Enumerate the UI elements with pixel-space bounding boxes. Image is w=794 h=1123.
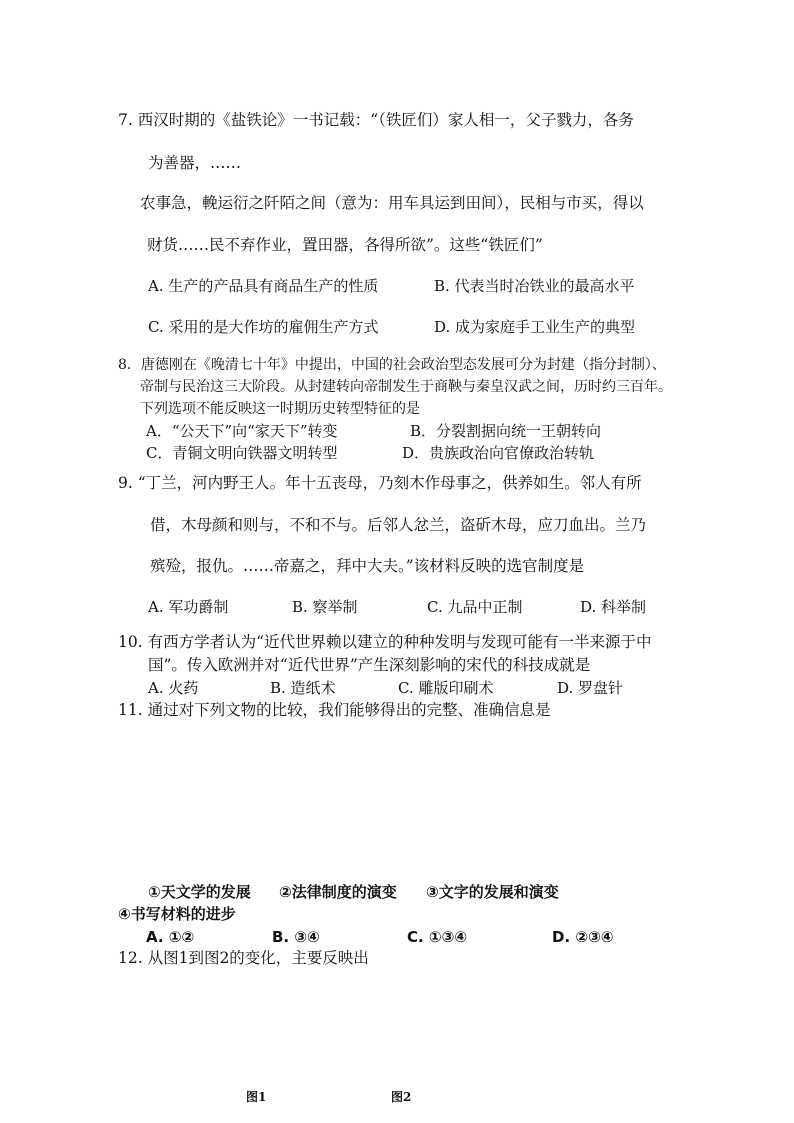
q11-option-a: A. ①②: [146, 928, 195, 946]
q11-option-d: D. ②③④: [552, 928, 614, 946]
q9-option-a: A. 军功爵制: [148, 598, 229, 616]
q10-option-c: C. 雕版印刷术: [398, 679, 494, 697]
q7-stem-line4: 财货……民不弃作业，置田器，各得所欲”。这些“铁匠们”: [147, 236, 543, 254]
q7-stem-line1: 7. 西汉时期的《盐铁论》一书记载：“（铁匠们）家人相一，父子戮力，各务: [118, 111, 634, 129]
q7-stem-line2: 为善器，……: [148, 154, 242, 172]
q9-option-c: C. 九品中正制: [427, 598, 523, 616]
q8-option-c: C．青铜文明向铁器文明转型: [146, 444, 338, 462]
q9-stem-line2: 借，木母颜和则与，不和不与。后邻人忿兰，盗斫木母，应刀血出。兰乃: [150, 516, 647, 534]
q8-stem-line3: 下列选项不能反映这一时期历史转型特征的是: [140, 401, 420, 417]
q9-option-b: B. 察举制: [292, 598, 358, 616]
q9-stem-line3: 殡殓，报仇。……帝嘉之，拜中大夫。”该材料反映的选官制度是: [150, 557, 585, 575]
q8-stem-line1: 8．唐德刚在《晚清七十年》中提出，中国的社会政治型态发展可分为封建（指分封制）、: [118, 357, 666, 373]
q10-option-d: D. 罗盘针: [557, 679, 624, 697]
q7-option-a: A. 生产的产品具有商品生产的性质: [148, 277, 379, 295]
q8-option-a: A．“公天下”向“家天下”转变: [146, 422, 338, 440]
q11-item-1: ①天文学的发展: [148, 883, 251, 901]
q10-option-a: A. 火药: [148, 679, 199, 697]
q11-item-3: ③文字的发展和演变: [426, 883, 559, 901]
q8-stem-line2: 帝制与民治这三大阶段。从封建转向帝制发生于商鞅与秦皇汉武之间，历时约三百年。: [140, 379, 672, 395]
q11-option-c: C. ①③④: [407, 928, 468, 946]
q10-stem-line2: 国”。传入欧洲并对“近代世界”产生深刻影响的宋代的科技成就是: [148, 656, 591, 674]
q9-option-d: D. 科举制: [580, 598, 647, 616]
q10-stem-line1: 10. 有西方学者认为“近代世界赖以建立的种种发明与发现可能有一半来源于中: [118, 633, 652, 651]
q11-item-2: ②法律制度的演变: [279, 883, 397, 901]
q7-option-c: C. 采用的是大作坊的雇佣生产方式: [148, 318, 379, 336]
q10-option-b: B. 造纸术: [270, 679, 336, 697]
q7-stem-line3: 农事急，輓运衍之阡陌之间（意为：用车具运到田间），民相与市买，得以: [140, 194, 644, 212]
q8-option-b: B．分裂割据向统一王朝转向: [410, 422, 602, 440]
figure-1-caption: 图1: [246, 1090, 267, 1104]
q8-option-d: D．贵族政治向官僚政治转轨: [402, 444, 595, 462]
q7-option-d: D. 成为家庭手工业生产的典型: [434, 318, 636, 336]
q9-stem-line1: 9. “丁兰，河内野王人。年十五丧母，乃刻木作母事之，供养如生。邻人有所: [118, 474, 642, 492]
q7-option-b: B. 代表当时冶铁业的最高水平: [434, 277, 635, 295]
q11-item-4: ④书写材料的进步: [118, 905, 236, 923]
figure-2-caption: 图2: [391, 1090, 412, 1104]
q11-option-b: B. ③④: [272, 928, 320, 946]
q12-stem-line1: 12. 从图1到图2的变化，主要反映出: [118, 949, 369, 967]
q11-stem-line1: 11. 通过对下列文物的比较，我们能够得出的完整、准确信息是: [118, 701, 551, 719]
